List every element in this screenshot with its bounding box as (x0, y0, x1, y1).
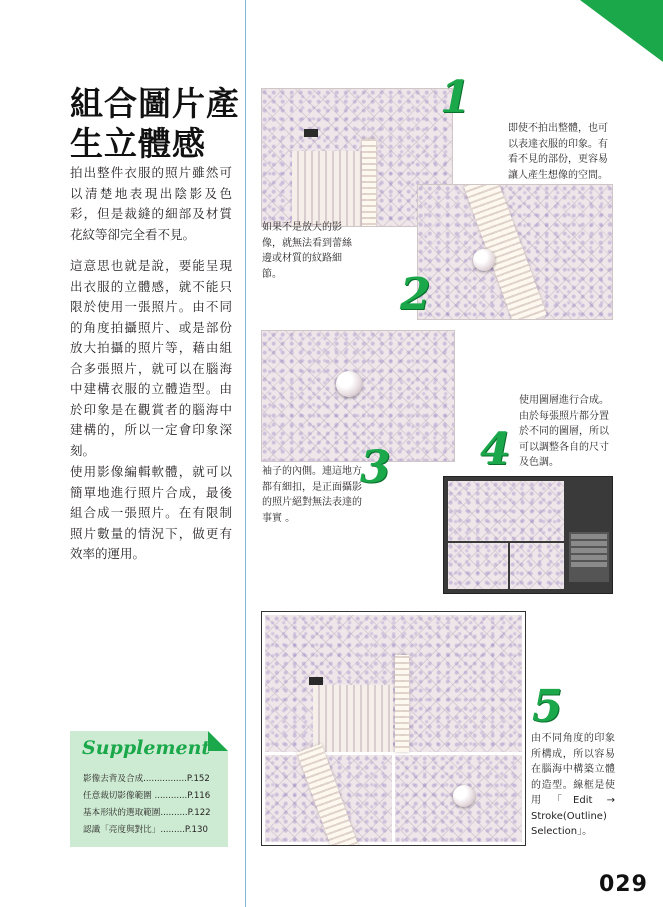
supplement-item: 任意裁切影像範圍 ............P.116 (83, 791, 211, 801)
supplement-box (70, 731, 228, 847)
screenshot-canvas-left (448, 543, 508, 589)
photo-layers-screenshot (443, 476, 613, 594)
step-5-caption: 由不同角度的印象所構成，所以容易在腦海中構築立體的造型。線框是使用「Edit → Stroke(Outline) Selection」。 (531, 733, 615, 837)
screenshot-canvas-right (510, 543, 564, 589)
layer-row (571, 562, 607, 567)
body-paragraph-3: 使用影像編輯軟體，就可以簡單地進行照片合成，最後組合成一張照片。在有限制照片數量的情況下，做更有效率的運用。 (70, 464, 232, 561)
composite-pleats (313, 685, 393, 752)
step-number-2: 2 (400, 269, 431, 320)
step-number-4: 4 (480, 424, 511, 475)
layer-row (571, 555, 607, 560)
step-number-5: 5 (532, 681, 563, 732)
cuff-button (336, 371, 362, 397)
composite-bottom-left (265, 755, 392, 842)
composite-bottom-right (395, 755, 522, 842)
pearl-button (473, 249, 495, 271)
supplement-item: 影像去背及合成................P.152 (83, 774, 210, 784)
photo-composite (261, 611, 526, 846)
composite-cuff-button (453, 785, 475, 807)
step-2-caption: 如果不是放大的影像，就無法看到蕾絲邊或材質的紋路細節。 (262, 222, 352, 280)
step-4-caption: 使用圖層進行合成。由於每張照片都分置於不同的圖層，所以可以調整各自的尺寸及色調。 (519, 395, 609, 468)
layer-row (571, 548, 607, 553)
step-number-1: 1 (440, 72, 471, 123)
photo-sleeve-cuff (261, 330, 455, 462)
page-number: 029 (599, 872, 648, 897)
title-line-2: 生立體感 (70, 124, 206, 163)
supplement-item: 認識「亮度與對比」.........P.130 (83, 825, 208, 835)
step-3-caption: 袖子的內側。連這地方都有細扣，是正面攝影的照片絕對無法表達的事實 。 (262, 466, 362, 524)
photo-lace-closeup (417, 184, 613, 320)
neck-label (304, 129, 318, 137)
body-paragraph-2: 這意思也就是說，要能呈現出衣服的立體感，就不能只限於使用一張照片。由不同的角度拍攝照片、或是部份放大拍攝的照片等，藉由組合多張照片，就可以在腦海中建構衣服的立體造型。由於印象是在觀賞者的腦海中建構的，所以一定會印象深刻。 (70, 258, 232, 458)
composite-bottom-lace (297, 744, 359, 846)
supplement-title: Supplement (82, 737, 211, 759)
column-divider (245, 0, 246, 907)
lace-trim (362, 139, 376, 227)
composite-neck-label (309, 677, 323, 685)
supplement-fold-corner (208, 731, 228, 751)
supplement-item: 基本形狀的選取範圍..........P.122 (83, 808, 211, 818)
step-number-3: 3 (360, 442, 391, 493)
supplement-list (83, 771, 223, 839)
layer-row (571, 541, 607, 546)
layer-row (571, 534, 607, 539)
title-line-1: 組合圖片產 (70, 84, 240, 123)
article-title (70, 84, 245, 164)
step-1-caption: 即使不拍出整體，也可以表達衣服的印象。有看不見的部份，更容易讓人產生想像的空間。 (508, 123, 608, 181)
pleated-placket (292, 151, 362, 226)
screenshot-canvas-main (448, 481, 564, 541)
composite-main (265, 615, 522, 752)
body-paragraph-1: 拍出整件衣服的照片雖然可以清楚地表現出陰影及色彩，但是裁縫的細部及材質花紋等卻完全看不見。 (70, 165, 232, 242)
corner-triangle (560, 0, 663, 62)
composite-lace (395, 655, 409, 752)
layers-panel (569, 532, 609, 582)
